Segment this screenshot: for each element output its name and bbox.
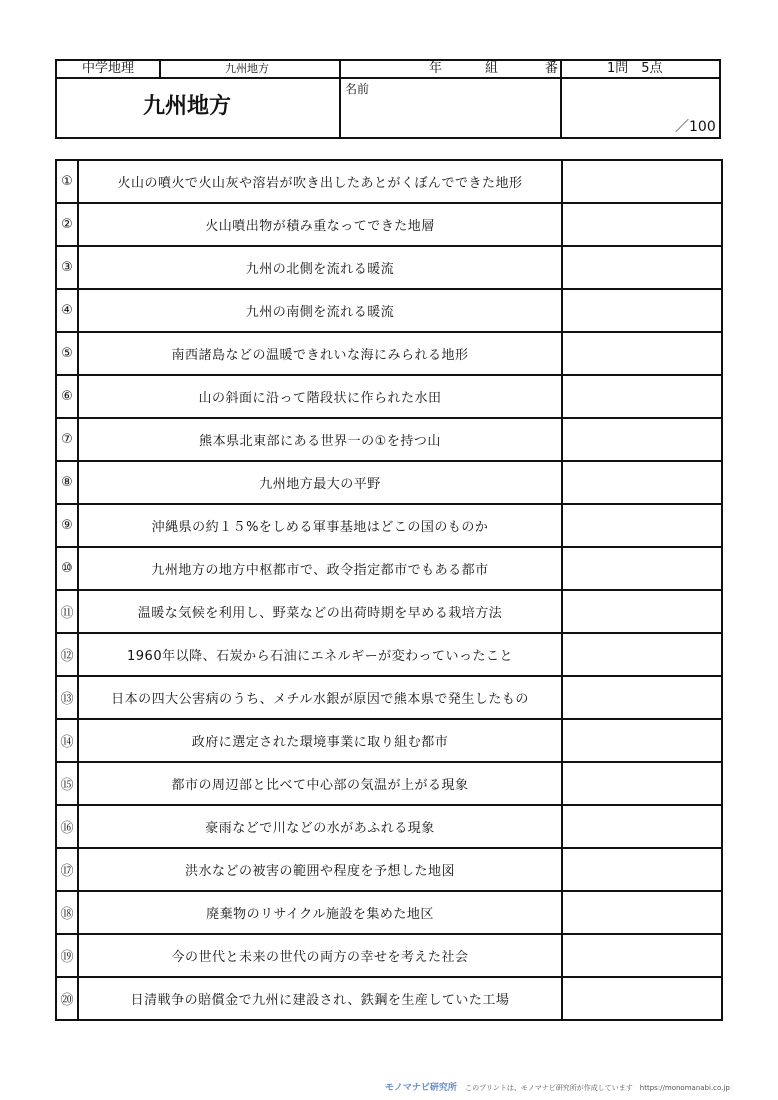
answer-box[interactable]: [562, 633, 722, 676]
class-label: 組: [485, 61, 499, 76]
class-info-cell: [339, 59, 562, 79]
name-cell: [339, 77, 562, 139]
question-row: [56, 375, 722, 418]
question-number: ⑭: [56, 719, 78, 762]
question-row: [56, 504, 722, 547]
question-number: ③: [56, 246, 78, 289]
question-number: ④: [56, 289, 78, 332]
question-number: ⑲: [56, 934, 78, 977]
question-text: 日本の四大公害病のうち、メチル水銀が原因で熊本県で発生したもの: [78, 676, 562, 719]
question-text: 熊本県北東部にある世界一の①を持つ山: [78, 418, 562, 461]
question-row: [56, 547, 722, 590]
answer-box[interactable]: [562, 504, 722, 547]
question-text: 日清戦争の賠償金で九州に建設され、鉄鋼を生産していた工場: [78, 977, 562, 1020]
worksheet-header: [55, 59, 721, 139]
answer-box[interactable]: [562, 418, 722, 461]
question-text: 火山噴出物が積み重なってできた地層: [78, 203, 562, 246]
question-text: 九州地方の地方中枢都市で、政令指定都市でもある都市: [78, 547, 562, 590]
question-number: ②: [56, 203, 78, 246]
answer-box[interactable]: [562, 203, 722, 246]
page-title: 九州地方: [143, 94, 232, 119]
question-text: 豪雨などで川などの水があふれる現象: [78, 805, 562, 848]
question-row: [56, 676, 722, 719]
question-row: [56, 719, 722, 762]
question-row: [56, 977, 722, 1020]
question-text: 九州地方最大の平野: [78, 461, 562, 504]
question-number: ⑦: [56, 418, 78, 461]
question-text: 都市の周辺部と比べて中心部の気温が上がる現象: [78, 762, 562, 805]
question-row: [56, 934, 722, 977]
question-row: [56, 848, 722, 891]
question-number: ⑯: [56, 805, 78, 848]
answer-box[interactable]: [562, 977, 722, 1020]
number-label: 番: [545, 61, 559, 76]
question-number: ①: [56, 160, 78, 203]
points-label: 1問 5点: [607, 61, 663, 76]
answer-box[interactable]: [562, 676, 722, 719]
answer-box[interactable]: [562, 590, 722, 633]
question-number: ⑰: [56, 848, 78, 891]
question-number: ⑩: [56, 547, 78, 590]
footer-text: このプリントは、モノマナビ研究所が作成しています https://monomanabi.co.jp: [465, 1084, 730, 1092]
unit-label: 九州地方: [225, 62, 269, 75]
answer-box[interactable]: [562, 289, 722, 332]
question-text: 廃棄物のリサイクル施設を集めた地区: [78, 891, 562, 934]
answer-box[interactable]: [562, 719, 722, 762]
question-text: 火山の噴火で火山灰や溶岩が吹き出したあとがくぼんでできた地形: [78, 160, 562, 203]
brand-logo: モノマナビ研究所: [385, 1083, 457, 1093]
question-number: ⑬: [56, 676, 78, 719]
question-text: 沖縄県の約１５%をしめる軍事基地はどこの国のものか: [78, 504, 562, 547]
answer-box[interactable]: [562, 375, 722, 418]
question-text: 温暖な気候を利用し、野菜などの出荷時期を早める栽培方法: [78, 590, 562, 633]
question-number: ⑳: [56, 977, 78, 1020]
question-row: [56, 762, 722, 805]
question-text: 山の斜面に沿って階段状に作られた水田: [78, 375, 562, 418]
question-row: [56, 805, 722, 848]
question-number: ⑪: [56, 590, 78, 633]
question-row: [56, 203, 722, 246]
answer-box[interactable]: [562, 762, 722, 805]
answer-box[interactable]: [562, 891, 722, 934]
footer: [385, 1080, 730, 1093]
answer-box[interactable]: [562, 246, 722, 289]
question-number: ⑧: [56, 461, 78, 504]
answer-box[interactable]: [562, 461, 722, 504]
question-text: 政府に選定された環境事業に取り組む都市: [78, 719, 562, 762]
question-number: ⑱: [56, 891, 78, 934]
question-number: ⑥: [56, 375, 78, 418]
question-row: [56, 891, 722, 934]
answer-box[interactable]: [562, 934, 722, 977]
name-label: 名前: [345, 82, 370, 96]
question-row: [56, 332, 722, 375]
score-label: ／100: [675, 119, 716, 135]
question-row: [56, 461, 722, 504]
question-text: 九州の南側を流れる暖流: [78, 289, 562, 332]
answer-box[interactable]: [562, 848, 722, 891]
question-table: [55, 159, 723, 1021]
answer-box[interactable]: [562, 547, 722, 590]
answer-box[interactable]: [562, 805, 722, 848]
question-row: [56, 418, 722, 461]
question-text: 洪水などの被害の範囲や程度を予想した地図: [78, 848, 562, 891]
question-row: [56, 246, 722, 289]
answer-box[interactable]: [562, 160, 722, 203]
subject-label: 中学地理: [82, 61, 135, 76]
question-number: ⑤: [56, 332, 78, 375]
question-number: ⑫: [56, 633, 78, 676]
year-label: 年: [429, 61, 443, 76]
question-row: [56, 633, 722, 676]
question-number: ⑮: [56, 762, 78, 805]
question-row: [56, 160, 722, 203]
question-row: [56, 289, 722, 332]
question-text: 九州の北側を流れる暖流: [78, 246, 562, 289]
answer-box[interactable]: [562, 332, 722, 375]
question-text: 今の世代と未来の世代の両方の幸せを考えた社会: [78, 934, 562, 977]
question-text: 南西諸島などの温暖できれいな海にみられる地形: [78, 332, 562, 375]
question-row: [56, 590, 722, 633]
question-text: 1960年以降、石炭から石油にエネルギーが変わっていったこと: [78, 633, 562, 676]
question-number: ⑨: [56, 504, 78, 547]
